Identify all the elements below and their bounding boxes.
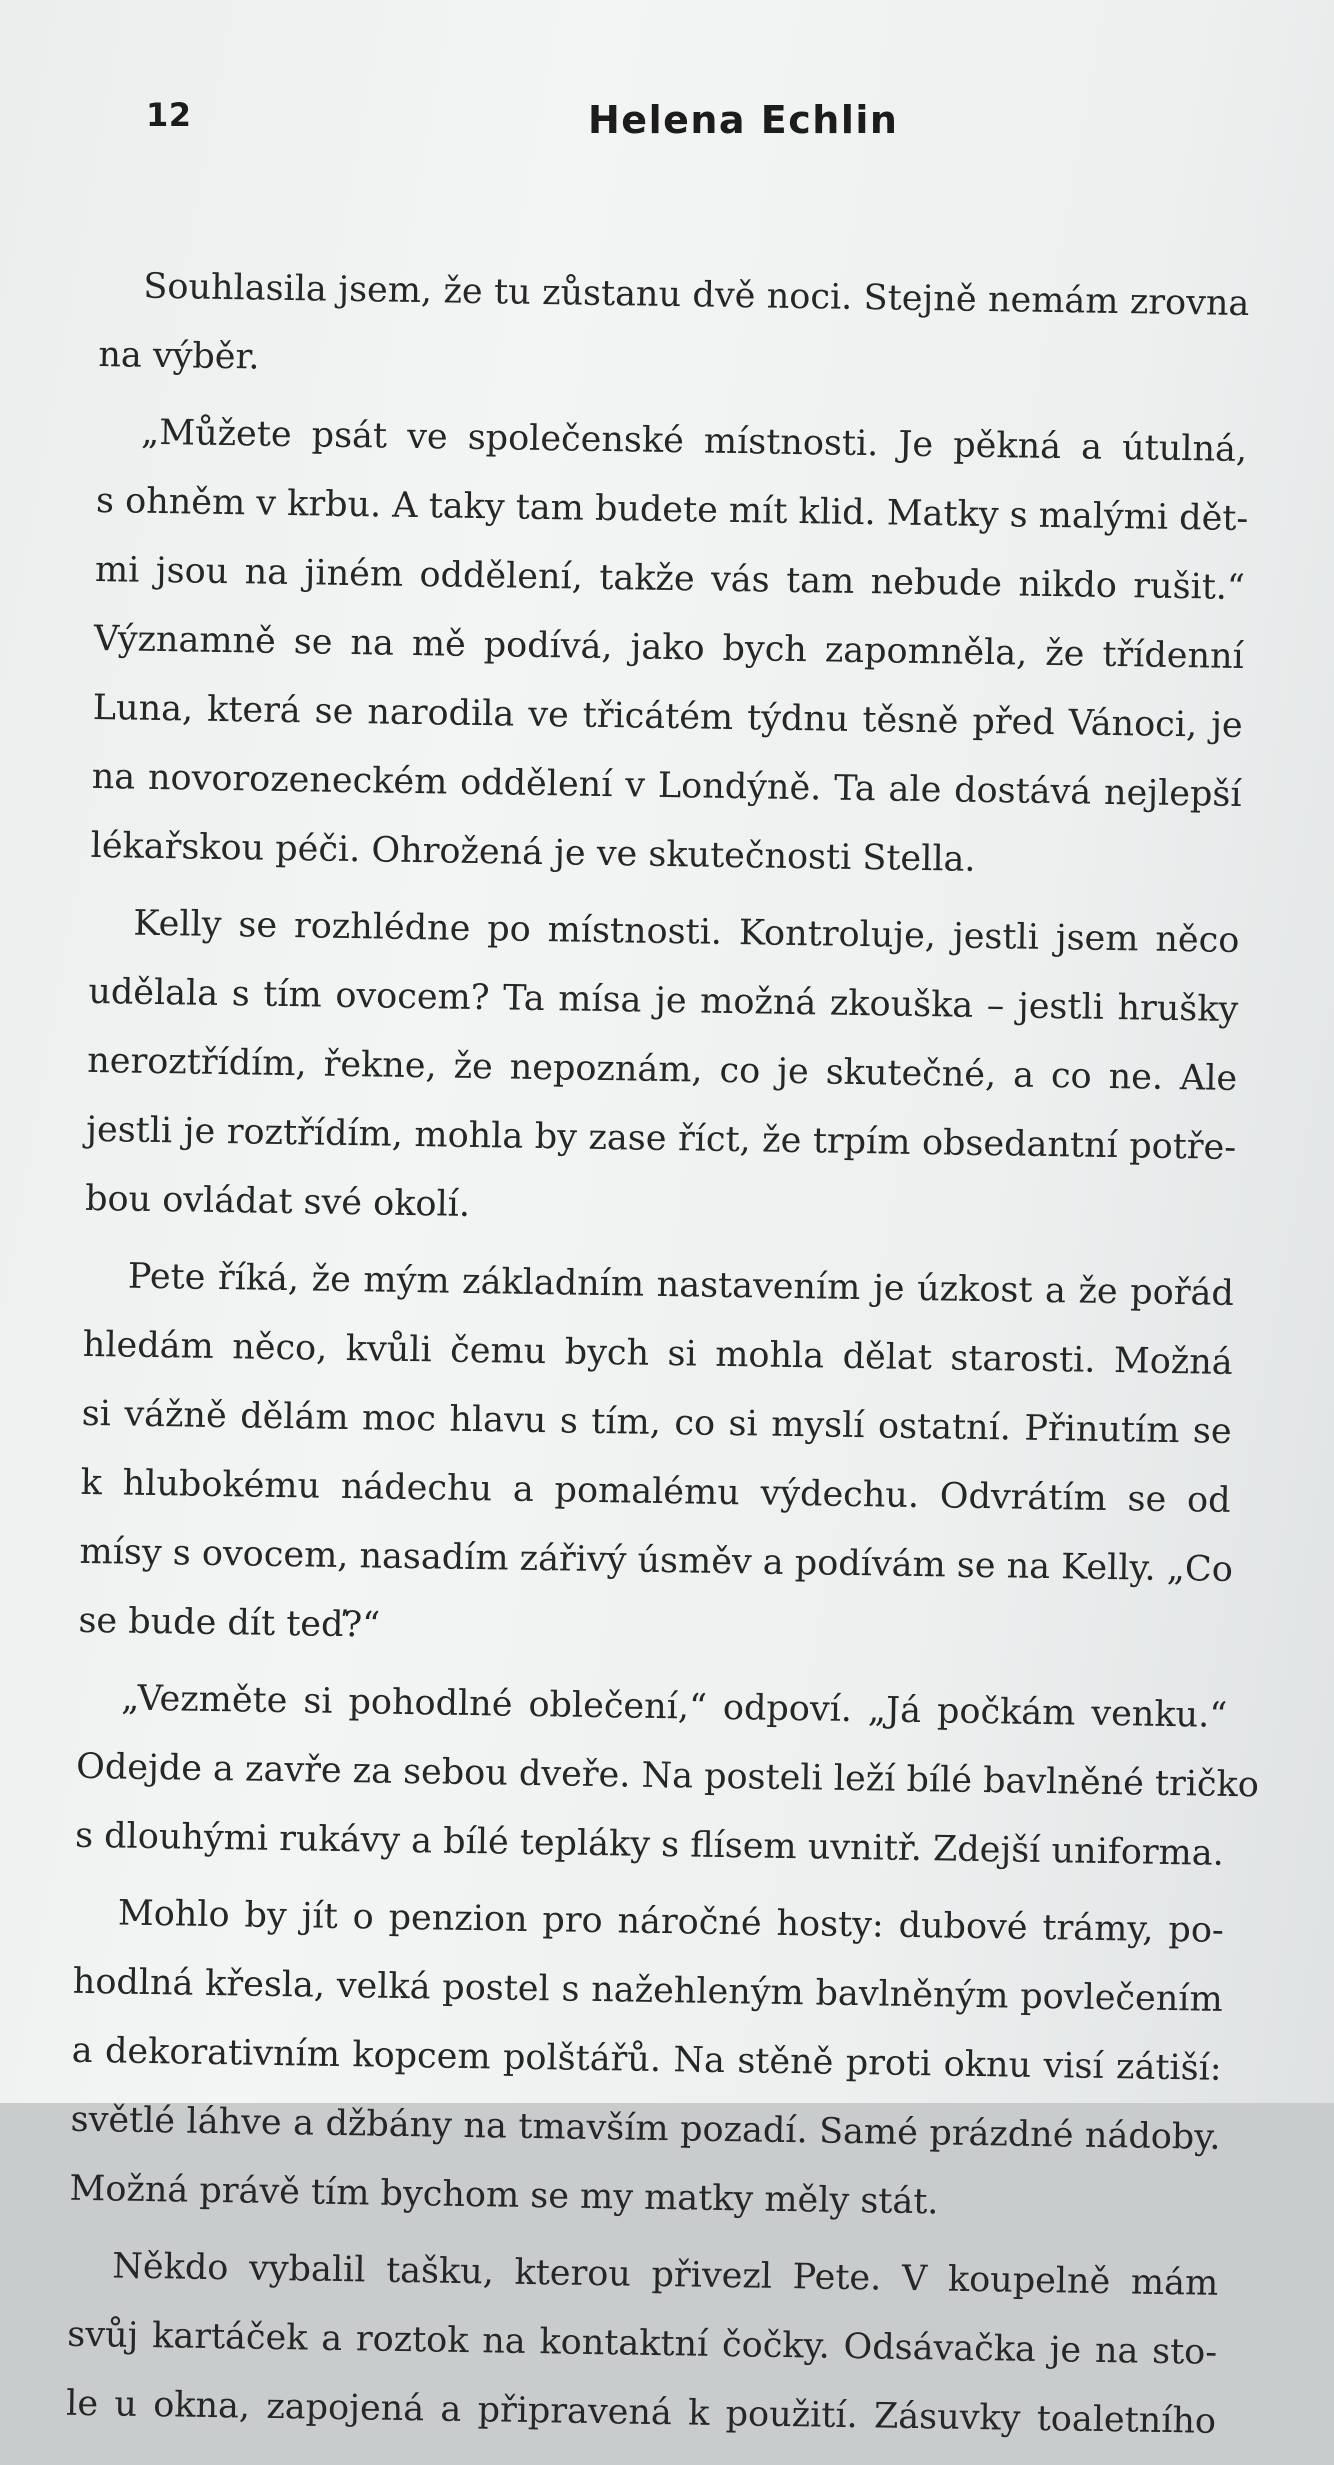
- paragraph: [74, 1664, 1260, 1889]
- running-head-author: Helena Echlin: [588, 98, 899, 142]
- text-line: hledám něco, kvůli čemu bych si mohla dělat starosti. Možná: [82, 1324, 1234, 1383]
- text-line: Odejde a zavře za sebou dveře. Na posteli leží bílé bavlněné tričko: [75, 1746, 1260, 1806]
- text-line: Možná právě tím bychom se my matky měly stát.: [69, 2168, 939, 2223]
- text-line: mísy s ovocem, nasadím zářivý úsměv a podívám se na Kelly. „Co: [79, 1531, 1234, 1590]
- text-line: Někdo vybalil tašku, kterou přivezl Pete. V koupelně mám: [112, 2246, 1219, 2304]
- paragraph: [90, 398, 1247, 899]
- text-line: k hlubokému nádechu a pomalému výdechu. Odvrátím se od: [80, 1462, 1231, 1521]
- page-number: 12: [146, 96, 192, 134]
- text-line: bou ovládat své okolí.: [84, 1178, 471, 1225]
- text-line: světlé láhve a džbány na tmavším pozadí. Samé prázdné nádoby.: [70, 2099, 1221, 2158]
- text-line: udělala s tím ovocem? Ta mísa je možná zkouška – jestli hrušky: [88, 971, 1239, 1030]
- paragraph: [98, 252, 1250, 408]
- text-line: neroztřídím, řekne, že nepoznám, co je skutečné, a co ne. Ale: [86, 1040, 1238, 1099]
- text-line: svůj kartáček a roztok na kontaktní čočky. Odsávačka je na sto-: [66, 2314, 1218, 2373]
- text-line: a dekorativním kopcem polštářů. Na stěně proti oknu visí zátiší:: [71, 2030, 1222, 2089]
- paragraph: [85, 889, 1240, 1252]
- text-line: s dlouhými rukávy a bílé tepláky s flísem uvnitř. Zdejší uniforma.: [74, 1815, 1225, 1874]
- text-line: se bude dít teď?“: [78, 1600, 381, 1646]
- paragraph: [69, 1879, 1224, 2242]
- text-line: Luna, která se narodila ve třicátém týdnu těsně před Vánoci, je: [92, 687, 1244, 747]
- text-line: Kelly se rozhlédne po místnosti. Kontroluje, jestli jsem něco: [133, 903, 1240, 961]
- text-line: mi jsou na jiném oddělení, takže vás tam nebude nikdo rušit.“: [94, 549, 1246, 609]
- text-line: na výběr.: [98, 334, 260, 378]
- paragraph: [78, 1242, 1234, 1674]
- paragraph: [66, 2232, 1219, 2457]
- text-line: Pete říká, že mým základním nastavením je úzkost a že pořád: [127, 1256, 1235, 1314]
- text-line: Významně se na mě podívá, jako bych zapomněla, že třídenní: [93, 618, 1245, 678]
- text-line: hodlná křesla, velká postel s nažehleným bavlněným povlečením: [72, 1961, 1223, 2020]
- text-line: „Vezměte si pohodlné oblečení,“ odpoví. „Já počkám venku.“: [120, 1678, 1228, 1736]
- text-line: jestli je roztřídím, mohla by zase říct, že trpím obsedantní potře-: [85, 1109, 1237, 1168]
- text-line: na novorozeneckém oddělení v Londýně. Ta ale dostává nejlepší: [91, 756, 1242, 815]
- page-header: [0, 96, 1334, 156]
- text-line: s ohněm v krbu. A taky tam budete mít klid. Matky s malými dět-: [95, 480, 1249, 540]
- text-line: „Můžete psát ve společenské místnosti. Je pěkná a útulná,: [140, 412, 1248, 471]
- text-line: lékařskou péči. Ohrožená je ve skutečnosti Stella.: [90, 825, 976, 880]
- text-line: si vážně dělám moc hlavu s tím, co si myslí ostatní. Přinutím se: [81, 1393, 1232, 1452]
- body-text: [65, 252, 1260, 2465]
- text-line: Mohlo by jít o penzion pro náročné hosty: dubové trámy, po-: [117, 1893, 1225, 1951]
- text-line: Souhlasila jsem, že tu zůstanu dvě noci. Stejně nemám zrovna: [143, 266, 1250, 325]
- text-line: le u okna, zapojená a připravená k použití. Zásuvky toaletního: [65, 2383, 1217, 2442]
